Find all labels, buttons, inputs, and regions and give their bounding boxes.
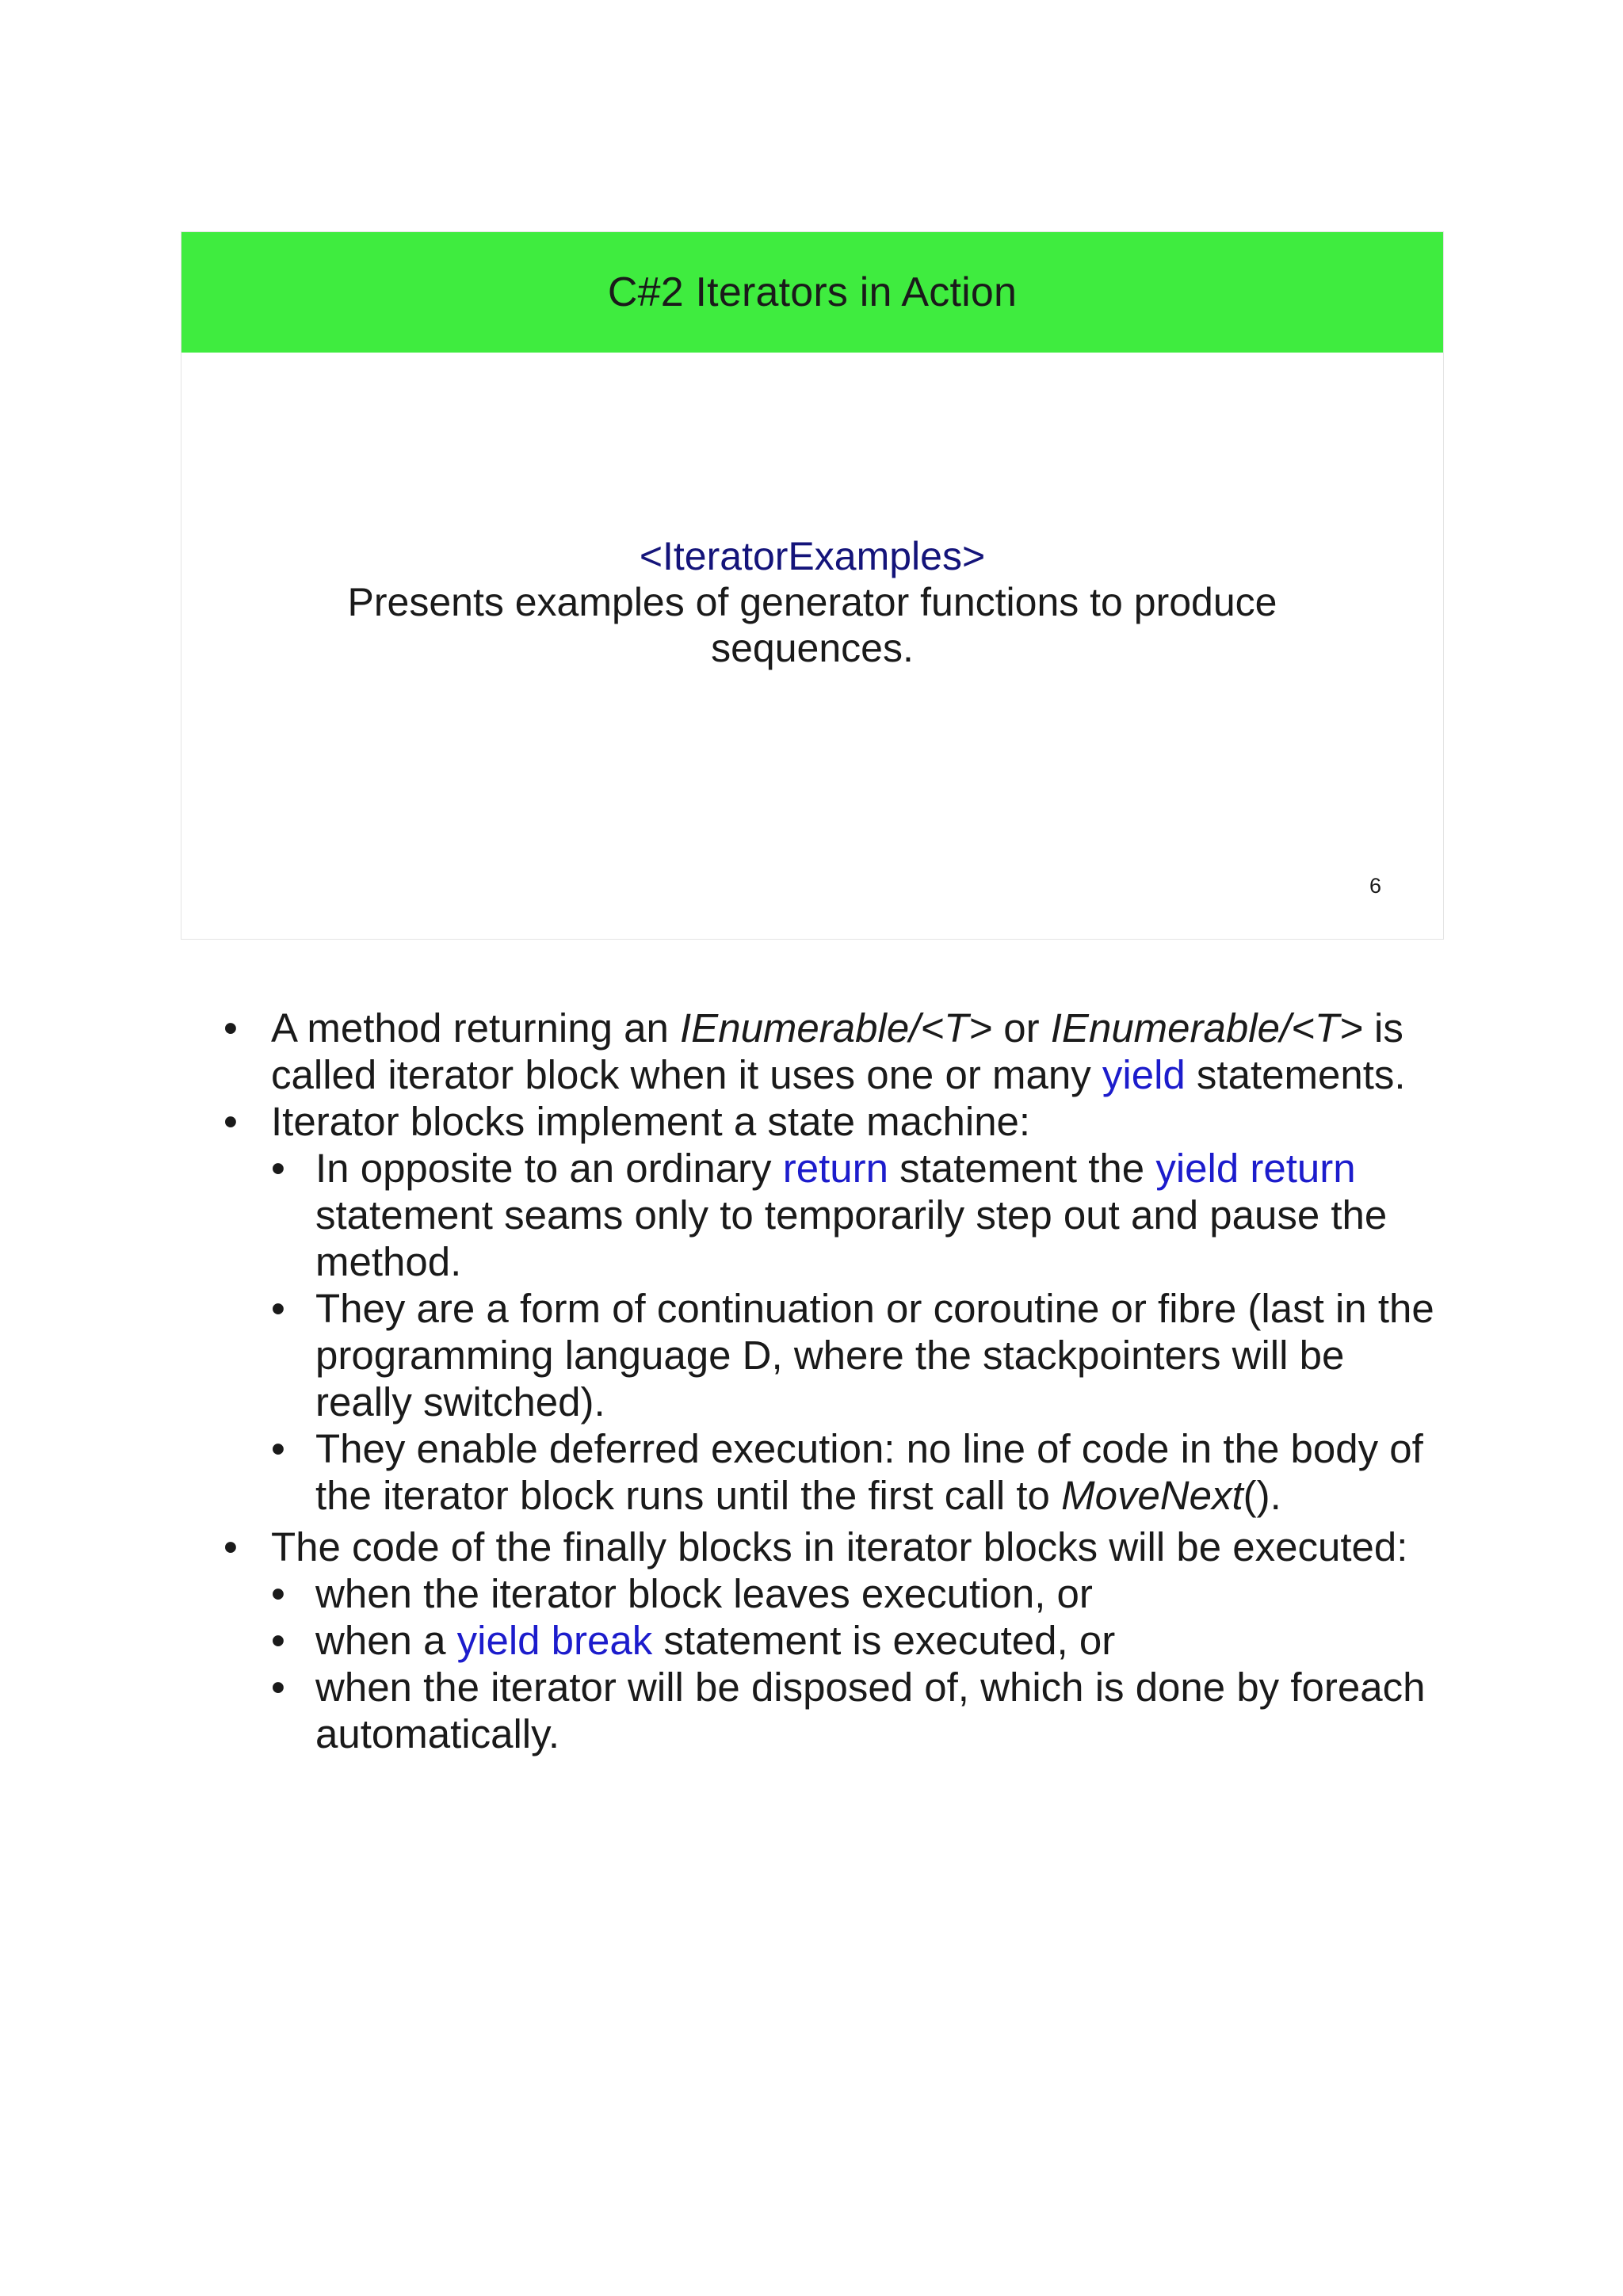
bullet-text: (). xyxy=(1243,1473,1281,1518)
bullet-text: statements. xyxy=(1185,1052,1406,1097)
bullet-state-machine xyxy=(222,1098,1442,1145)
bullet-text: Iterator blocks implement a state machine: xyxy=(271,1099,1031,1144)
subbullet-coroutine xyxy=(271,1285,1442,1425)
bullet-text: when the iterator block leaves execution, or xyxy=(315,1571,1093,1616)
bullet-text: when a xyxy=(315,1618,457,1663)
keyword-yield-break: yield break xyxy=(456,1618,653,1663)
bullet-iterator-block-definition xyxy=(222,1005,1442,1098)
subbullet-yield-return xyxy=(271,1145,1442,1285)
bullet-text: statement the xyxy=(888,1146,1156,1191)
bullet-text: They enable deferred execution: no line of code in the body of the iterator block runs until the first call to xyxy=(315,1426,1423,1518)
subbullet-yield-break xyxy=(271,1617,1442,1664)
slide-header xyxy=(181,232,1443,353)
method-name: MoveNext xyxy=(1061,1473,1243,1518)
slide-frame xyxy=(181,231,1444,940)
finally-subitems xyxy=(222,1570,1442,1757)
state-machine-subitems xyxy=(222,1145,1442,1519)
bullet-text: A method returning an xyxy=(271,1005,681,1051)
example-name: <IteratorExamples> xyxy=(639,534,986,578)
type-name: IEnumerable/<T> xyxy=(1050,1005,1363,1051)
type-name: IEnumerable/<T> xyxy=(680,1005,993,1051)
page-number: 6 xyxy=(1369,874,1381,898)
slide-title: C#2 Iterators in Action xyxy=(607,269,1018,315)
bullet-text: statement seams only to temporarily step out and pause the method. xyxy=(315,1192,1388,1284)
subbullet-disposed xyxy=(271,1664,1442,1757)
bullet-text: when the iterator will be disposed of, which is done by foreach automatically. xyxy=(315,1665,1426,1756)
bullet-text: is called iterator block when it uses one or many xyxy=(271,1005,1403,1097)
keyword-return: return xyxy=(782,1146,888,1191)
bullet-text: They are a form of continuation or coroutine or fibre (last in the programming language D, where the stackpointers will be really switched). xyxy=(315,1286,1434,1425)
bullet-text: statement is executed, or xyxy=(652,1618,1116,1663)
keyword-yield: yield xyxy=(1102,1052,1186,1097)
bullet-text: The code of the finally blocks in iterator blocks will be executed: xyxy=(271,1524,1408,1569)
subbullet-deferred-execution xyxy=(271,1425,1442,1519)
bullet-finally-blocks xyxy=(222,1524,1442,1570)
subbullet-leaves-execution xyxy=(271,1570,1442,1617)
bullet-text: or xyxy=(992,1005,1051,1051)
bullet-text: In opposite to an ordinary xyxy=(315,1146,783,1191)
notes-section xyxy=(222,1005,1442,1757)
slide-body xyxy=(181,533,1443,671)
keyword-yield-return: yield return xyxy=(1155,1146,1356,1191)
example-description: Presents examples of generator functions to produce sequences. xyxy=(347,580,1277,670)
